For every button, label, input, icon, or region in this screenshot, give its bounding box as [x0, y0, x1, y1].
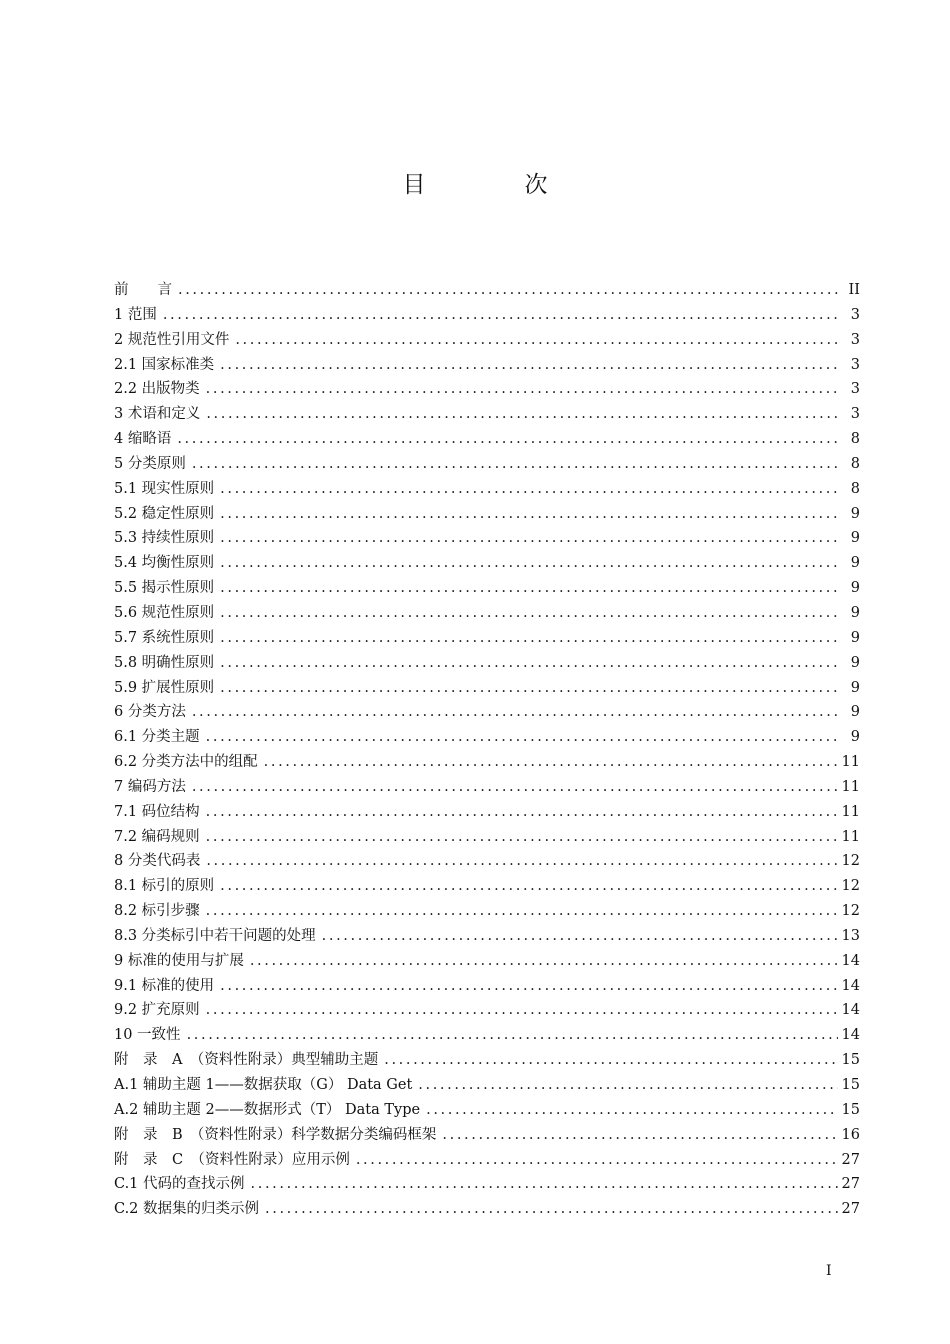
toc-entry[interactable]	[114, 303, 860, 328]
toc-entry-page: 16	[841, 1126, 860, 1143]
table-of-contents	[114, 278, 860, 1222]
toc-entry-page: 12	[841, 853, 860, 870]
toc-leader-dots	[235, 332, 840, 348]
toc-entry-page: 27	[841, 1201, 860, 1218]
toc-entry-label: 3 术语和定义	[114, 406, 201, 423]
toc-entry-label: 6 分类方法	[114, 704, 186, 721]
toc-entry[interactable]	[114, 651, 860, 676]
toc-entry-page: 9	[850, 679, 860, 696]
toc-entry[interactable]	[114, 924, 860, 949]
toc-leader-dots	[426, 1102, 837, 1118]
toc-entry-label: 2.2 出版物类	[114, 381, 200, 398]
toc-entry-page: II	[848, 282, 860, 298]
toc-entry-label: 7.2 编码规则	[114, 828, 200, 845]
toc-entry-page: 12	[841, 903, 860, 920]
toc-entry[interactable]	[114, 800, 860, 825]
toc-entry[interactable]	[114, 1197, 860, 1222]
toc-entry[interactable]	[114, 328, 860, 353]
toc-leader-dots	[206, 381, 840, 397]
toc-entry[interactable]	[114, 452, 860, 477]
toc-leader-dots	[206, 804, 838, 820]
toc-entry-page: 11	[841, 828, 860, 845]
toc-entry-label: 7.1 码位结构	[114, 803, 200, 820]
toc-entry-page: 14	[841, 977, 860, 994]
toc-entry-label: A.1 辅助主题 1——数据获取（G） Data Get	[114, 1077, 413, 1093]
toc-entry-page: 3	[850, 406, 860, 423]
toc-leader-dots	[187, 1027, 838, 1043]
toc-leader-dots	[356, 1152, 838, 1168]
toc-entry[interactable]	[114, 775, 860, 800]
toc-entry[interactable]	[114, 1172, 860, 1197]
toc-leader-dots	[442, 1127, 837, 1143]
toc-leader-dots	[265, 1201, 838, 1217]
toc-entry[interactable]	[114, 1123, 860, 1148]
toc-entry[interactable]	[114, 626, 860, 651]
toc-entry-page: 15	[841, 1077, 860, 1093]
toc-leader-dots	[220, 605, 840, 621]
toc-leader-dots	[206, 829, 838, 845]
toc-entry[interactable]	[114, 1023, 860, 1048]
toc-entry-page: 15	[841, 1101, 860, 1118]
toc-entry[interactable]	[114, 502, 860, 527]
toc-leader-dots	[220, 506, 840, 522]
toc-entry[interactable]	[114, 1148, 860, 1173]
toc-leader-dots	[251, 1176, 838, 1192]
toc-entry[interactable]	[114, 477, 860, 502]
toc-leader-dots	[220, 481, 840, 497]
toc-entry[interactable]	[114, 1048, 860, 1073]
toc-entry[interactable]	[114, 825, 860, 850]
toc-entry[interactable]	[114, 576, 860, 601]
toc-entry-label: 2.1 国家标准类	[114, 356, 215, 373]
toc-entry-page: 3	[850, 331, 860, 348]
toc-leader-dots	[220, 357, 840, 373]
toc-entry-label: 5.6 规范性原则	[114, 604, 215, 621]
toc-leader-dots	[177, 431, 840, 447]
toc-entry-page: 9	[850, 629, 860, 646]
toc-entry-label: 5.8 明确性原则	[114, 654, 215, 671]
toc-entry-page: 11	[841, 803, 860, 820]
toc-entry-page: 13	[841, 927, 860, 944]
toc-entry-label: 4 缩略语	[114, 431, 172, 448]
toc-entry-label: 5.2 稳定性原则	[114, 505, 215, 522]
toc-entry-label: 5.4 均衡性原则	[114, 555, 215, 572]
toc-entry[interactable]	[114, 750, 860, 775]
toc-entry-label: 6.2 分类方法中的组配	[114, 754, 258, 771]
toc-entry-page: 14	[841, 1027, 860, 1044]
toc-entry-page: 9	[850, 654, 860, 671]
toc-leader-dots	[264, 754, 838, 770]
toc-entry-page: 11	[841, 778, 860, 795]
toc-entry-page: 9	[850, 604, 860, 621]
toc-entry-page: 8	[850, 455, 860, 472]
toc-entry-label: 7 编码方法	[114, 778, 186, 795]
toc-entry-page: 3	[850, 356, 860, 373]
toc-leader-dots	[206, 406, 840, 422]
toc-entry[interactable]	[114, 278, 860, 303]
page-title: 目 次	[402, 172, 586, 198]
toc-entry-page: 11	[841, 754, 860, 771]
toc-entry-label: 9.2 扩充原则	[114, 1002, 200, 1019]
toc-entry-label: 9.1 标准的使用	[114, 977, 215, 994]
toc-entry-label: 5.5 揭示性原则	[114, 580, 215, 597]
toc-entry-label: 9 标准的使用与扩展	[114, 952, 244, 969]
toc-entry-label: A.2 辅助主题 2——数据形式（T） Data Type	[114, 1101, 421, 1118]
toc-leader-dots	[206, 853, 837, 869]
toc-entry-label: 5 分类原则	[114, 455, 186, 472]
toc-entry-label: 8 分类代码表	[114, 853, 201, 870]
toc-leader-dots	[418, 1077, 837, 1093]
toc-entry[interactable]	[114, 949, 860, 974]
toc-entry-label: C.2 数据集的归类示例	[114, 1201, 260, 1218]
toc-entry[interactable]	[114, 700, 860, 725]
toc-entry[interactable]	[114, 353, 860, 378]
toc-leader-dots	[220, 655, 840, 671]
toc-entry-label: 附 录 B （资料性附录）科学数据分类编码框架	[114, 1126, 437, 1143]
toc-entry[interactable]	[114, 725, 860, 750]
toc-entry[interactable]	[114, 551, 860, 576]
toc-entry-page: 12	[841, 878, 860, 895]
toc-entry[interactable]	[114, 427, 860, 452]
toc-entry-page: 9	[850, 729, 860, 746]
toc-entry[interactable]	[114, 974, 860, 999]
toc-entry-page: 27	[841, 1151, 860, 1168]
toc-leader-dots	[163, 307, 840, 323]
toc-entry-label: 5.1 现实性原则	[114, 480, 215, 497]
toc-entry-label: 1 范围	[114, 306, 157, 323]
toc-entry-label: 附 录 C （资料性附录）应用示例	[114, 1151, 350, 1168]
toc-leader-dots	[220, 530, 840, 546]
toc-entry[interactable]	[114, 402, 860, 427]
toc-entry-page: 8	[850, 480, 860, 497]
toc-entry-label: 6.1 分类主题	[114, 729, 200, 746]
toc-leader-dots	[206, 1002, 838, 1018]
toc-entry[interactable]	[114, 1073, 860, 1098]
toc-entry-page: 9	[850, 555, 860, 572]
toc-entry[interactable]	[114, 377, 860, 402]
toc-entry-label: 2 规范性引用文件	[114, 331, 230, 348]
toc-entry-label: 前 言	[114, 282, 172, 298]
toc-leader-dots	[322, 928, 838, 944]
toc-entry[interactable]	[114, 676, 860, 701]
toc-entry-page: 3	[850, 381, 860, 398]
toc-entry[interactable]	[114, 899, 860, 924]
toc-entry[interactable]	[114, 874, 860, 899]
toc-leader-dots	[250, 953, 838, 969]
toc-leader-dots	[192, 779, 838, 795]
toc-leader-dots	[220, 630, 840, 646]
toc-entry-label: 附 录 A （资料性附录）典型辅助主题	[114, 1052, 379, 1069]
toc-entry-label: 8.2 标引步骤	[114, 903, 200, 920]
toc-entry[interactable]	[114, 1098, 860, 1123]
toc-entry[interactable]	[114, 998, 860, 1023]
toc-entry-page: 9	[850, 580, 860, 597]
toc-leader-dots	[220, 580, 840, 596]
toc-entry-page: 9	[850, 704, 860, 721]
toc-entry-page: 8	[850, 431, 860, 448]
toc-leader-dots	[220, 878, 837, 894]
toc-entry-page: 14	[841, 1002, 860, 1019]
toc-entry-page: 9	[850, 530, 860, 547]
toc-entry-page: 27	[841, 1176, 860, 1193]
toc-leader-dots	[206, 729, 840, 745]
toc-leader-dots	[192, 704, 840, 720]
toc-leader-dots	[192, 456, 840, 472]
toc-entry-label: C.1 代码的查找示例	[114, 1176, 245, 1193]
toc-entry-label: 5.9 扩展性原则	[114, 679, 215, 696]
toc-entry-page: 14	[841, 952, 860, 969]
toc-leader-dots	[206, 903, 838, 919]
toc-entry-label: 5.7 系统性原则	[114, 629, 215, 646]
toc-entry-page: 15	[841, 1052, 860, 1069]
toc-entry[interactable]	[114, 849, 860, 874]
toc-entry[interactable]	[114, 601, 860, 626]
toc-leader-dots	[220, 555, 840, 571]
toc-leader-dots	[220, 978, 837, 994]
toc-entry-page: 3	[850, 306, 860, 323]
toc-entry-label: 5.3 持续性原则	[114, 530, 215, 547]
toc-entry-page: 9	[850, 505, 860, 522]
toc-entry-label: 8.1 标引的原则	[114, 878, 215, 895]
toc-entry-label: 8.3 分类标引中若干问题的处理	[114, 927, 316, 944]
toc-leader-dots	[384, 1052, 837, 1068]
toc-entry[interactable]	[114, 526, 860, 551]
toc-leader-dots	[178, 282, 840, 298]
toc-leader-dots	[220, 680, 840, 696]
page-number: I	[826, 1263, 832, 1279]
toc-entry-label: 10 一致性	[114, 1027, 181, 1044]
